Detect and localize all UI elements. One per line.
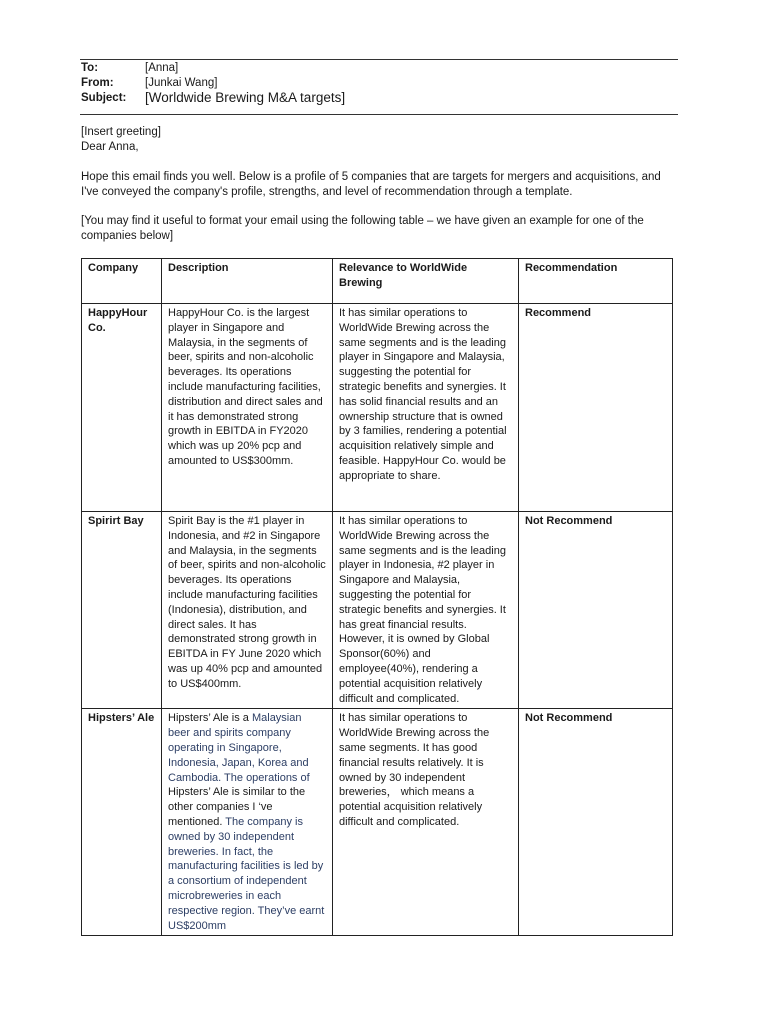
recommendation-cell: Not Recommend: [519, 709, 673, 936]
greeting-block: [81, 125, 681, 155]
table-header-row: [82, 259, 673, 304]
targets-table: [81, 258, 673, 936]
greeting-placeholder: [Insert greeting]: [81, 126, 161, 138]
description-text-part: Malaysian beer and spirits company operating in Singapore, Indonesia, Japan, Korea and Cambodia. The operations of: [168, 712, 310, 784]
subject-label: Subject:: [81, 92, 127, 104]
table-row: [82, 709, 673, 936]
description-text-part: The company is owned by 30 independent breweries. In fact, the manufacturing facilities is led by a consortium of independent microbreweries in each respective region. They’ve earnt US$200mm: [168, 815, 325, 932]
instruction-text: [You may find it useful to format your email using the following table – we have given an example for one of the companies below]: [81, 215, 644, 242]
subject-value: [Worldwide Brewing M&A targets]: [145, 90, 346, 105]
relevance-cell: It has similar operations to WorldWide Brewing across the same segments and is the leading player in Indonesia, #2 player in Singapore and Malaysia, suggesting the potential for strategic benefits and synergies. It has great financial results. However, it is owned by Global Sponsor(60%) and employee(40%), rendering a potential acquisition relatively difficult and complicated.: [333, 512, 519, 709]
intro-paragraph: [81, 170, 677, 200]
table-row: [82, 304, 673, 512]
company-cell: HappyHour Co.: [82, 304, 162, 512]
description-cell: [162, 709, 333, 936]
from-row: [81, 76, 217, 91]
header-recommendation: Recommendation: [519, 259, 673, 304]
recommendation-cell: Recommend: [519, 304, 673, 512]
to-value: [Anna]: [145, 62, 179, 74]
table-row: [82, 512, 673, 709]
salutation: Dear Anna,: [81, 141, 139, 153]
header-top-rule: [80, 59, 678, 60]
relevance-cell: It has similar operations to WorldWide Brewing across the same segments. It has good financial results relatively. It is owned by 30 independent breweries， which means a potential acquisition relatively difficult and complicated.: [333, 709, 519, 936]
header-description: Description: [162, 259, 333, 304]
header-company: Company: [82, 259, 162, 304]
description-cell: Spirit Bay is the #1 player in Indonesia, and #2 in Singapore and Malaysia, in the segments of beer, spirits and non-alcoholic beverages. Its operations include manufacturing facilities (Indonesia), distribution, and direct sales. It has demonstrated strong growth in EBITDA in FY June 2020 which was up 40% pcp and amounted to US$400mm.: [162, 512, 333, 709]
instruction-paragraph: [81, 214, 677, 244]
subject-row: [81, 91, 345, 106]
relevance-cell: It has similar operations to WorldWide Brewing across the same segments and is the leading player in Singapore and Malaysia, suggesting the potential for strategic benefits and synergies. It has solid financial results and an ownership structure that is owned by 3 families, rendering a potential acquisition relatively simple and feasible. HappyHour Co. would be appropriate to share.: [333, 304, 519, 512]
recommendation-cell: Not Recommend: [519, 512, 673, 709]
from-value: [Junkai Wang]: [145, 77, 218, 89]
company-cell: Spirirt Bay: [82, 512, 162, 709]
header-bottom-rule: [80, 114, 678, 115]
to-row: [81, 61, 178, 76]
from-label: From:: [81, 77, 114, 89]
header-relevance: Relevance to WorldWide Brewing: [333, 259, 519, 304]
intro-text: Hope this email finds you well. Below is a profile of 5 companies that are targets for mergers and acquisitions, and I've conveyed the company's profile, strengths, and level of recommendation through a template.: [81, 171, 661, 198]
description-cell: HappyHour Co. is the largest player in Singapore and Malaysia, in the segments of beer, spirits and non-alcoholic beverages. Its operations include manufacturing facilities, distribution and direct sales and it has demonstrated strong growth in EBITDA in FY2020 which was up 20% pcp and amounted to US$300mm.: [162, 304, 333, 512]
company-cell: Hipsters’ Ale: [82, 709, 162, 936]
to-label: To:: [81, 62, 99, 74]
description-text-part: Hipsters’ Ale is similar to the other companies I ‘ve mentioned.: [168, 786, 306, 828]
description-text-part: Hipsters’ Ale is a: [168, 712, 252, 725]
